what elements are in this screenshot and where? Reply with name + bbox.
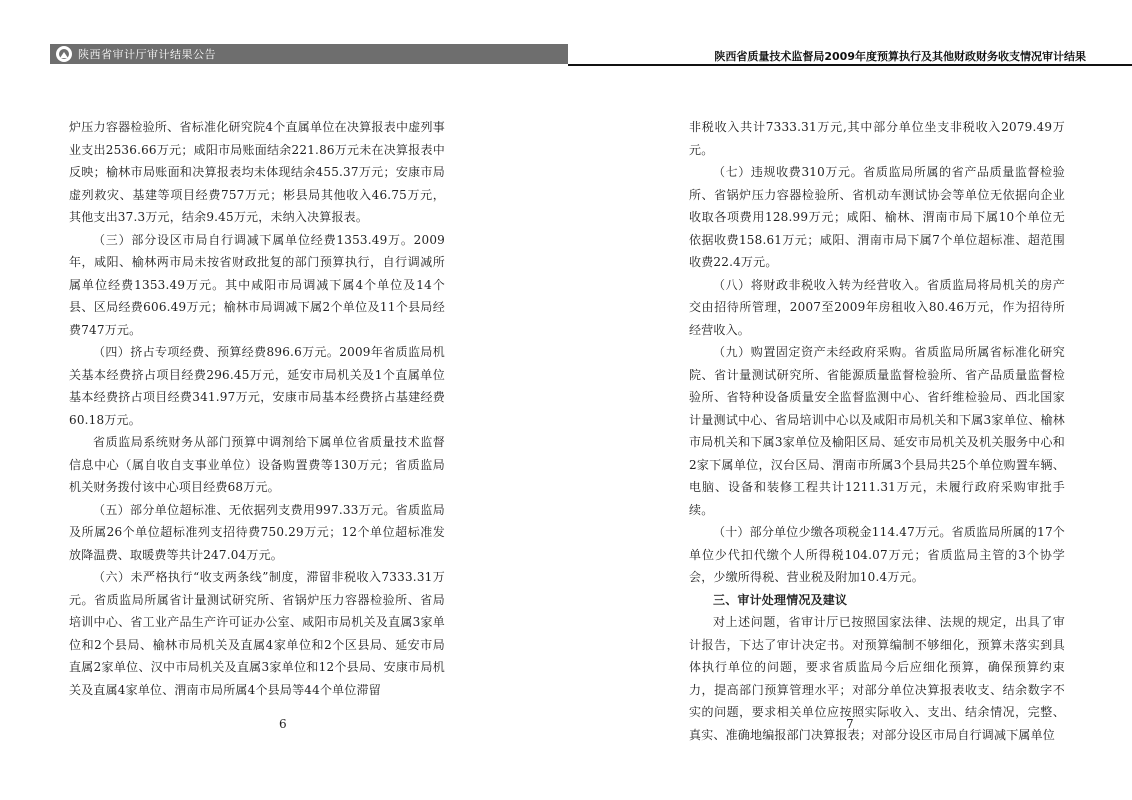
paragraph: （七）违规收费310万元。省质监局所属的省产品质量监督检验所、省锅炉压力容器检验所、省机动车测试协会等单位无依据向企业收取各项费用128.99万元；咸阳、榆林、渭南市局下属10个单位无依据收费158.61万元；咸阳、渭南市局下属7个单位超标准、超范围收费22.4万元。 [689,165,1065,269]
page-number-right: 7 [846,717,854,731]
paragraph: 对上述问题，省审计厅已按照国家法律、法规的规定，出具了审计报告，下达了审计决定书。对预算编制不够细化，预算未落实到具体执行单位的问题，要求省质监局今后应细化预算，确保预算约束力，提高部门预算管理水平；对部分单位决算报表收支、结余数字不实的问题，要求相关单位应按照实际收入、支出、结余情况，完整、真实、准确地编报部门决算报表；对部分设区市局自行调减下属单位 [689,615,1065,742]
paragraph: （十）部分单位少缴各项税金114.47万元。省质监局所属的17个单位少代扣代缴个人所得税104.07万元；省质监局主管的3个协学会，少缴所得税、营业税及附加10.4万元。 [689,525,1065,584]
paragraph: （四）挤占专项经费、预算经费896.6万元。2009年省质监局机关基本经费挤占项目经费296.45万元，延安市局机关及1个直属单位基本经费挤占项目经费341.97万元，安康市局基本经费挤占基建经费60.18万元。 [69,345,445,427]
header-bar [50,44,568,64]
right-page-body [689,116,1065,746]
section-heading: 三、审计处理情况及建议 [713,592,848,607]
page-number-left: 6 [279,717,287,731]
paragraph: （九）购置固定资产未经政府采购。省质监局所属省标准化研究院、省计量测试研究所、省能源质量监督检验所、省产品质量监督检验所、省特种设备质量安全监督监测中心、省纤维检验局、西北国家计量测试中心、省局培训中心以及咸阳市局机关和下属3家单位、榆林市局机关和下属3家单位及榆阳区局、延安市局机关及机关服务中心和2家下属单位，汉台区局、渭南市所属3个县局共25个单位购置车辆、电脑、设备和装修工程共计1211.31万元，未履行政府采购审批手续。 [689,345,1065,517]
paragraph: 省质监局系统财务从部门预算中调剂给下属单位省质量技术监督信息中心（属自收自支事业单位）设备购置费等130万元；省质监局机关财务拨付该中心项目经费68万元。 [69,435,445,494]
paragraph: 炉压力容器检验所、省标准化研究院4个直属单位在决算报表中虚列事业支出2536.66万元；咸阳市局账面结余221.86万元未在决算报表中反映；榆林市局账面和决算报表均未体现结余455.37万元；安康市局虚列救灾、基建等项目经费757万元；彬县局其他收入46.75万元，其他支出37.3万元，结余9.45万元，未纳入决算报表。 [69,120,445,224]
header-left-title: 陕西省审计厅审计结果公告 [78,48,216,61]
paragraph: （六）未严格执行“收支两条线”制度，滞留非税收入7333.31万元。省质监局所属省计量测试研究所、省锅炉压力容器检验所、省局培训中心、省工业产品生产许可证办公室、咸阳市局机关及直属3家单位和2个县局、榆林市局机关及直属4家单位和2个区县局、延安市局直属2家单位、汉中市局机关及直属3家单位和12个县局、安康市局机关及直属4家单位、渭南市局所属4个县局等44个单位滞留 [69,570,445,697]
audit-logo-icon [56,46,72,62]
header-divider [568,64,1132,66]
paragraph: （五）部分单位超标准、无依据列支费用997.33万元。省质监局及所属26个单位超标准列支招待费750.29万元；12个单位超标准发放降温费、取暖费等共计247.04万元。 [69,502,445,562]
paragraph: 非税收入共计7333.31万元,其中部分单位坐支非税收入2079.49万元。 [689,120,1065,157]
paragraph: （八）将财政非税收入转为经营收入。省质监局将局机关的房产交由招待所管理，2007至2009年房租收入80.46万元，作为招待所经营收入。 [689,277,1065,337]
header-right-title: 陕西省质量技术监督局2009年度预算执行及其他财政财务收支情况审计结果 [714,50,1086,63]
paragraph: （三）部分设区市局自行调减下属单位经费1353.49万。2009年，咸阳、榆林两市局未按省财政批复的部门预算执行，自行调减所属单位经费1353.49万元。其中咸阳市局调减下属4个单位及14个县、区局经费606.49万元；榆林市局调减下属2个单位及11个县局经费747万元。 [69,232,445,337]
left-page-body [69,116,445,701]
